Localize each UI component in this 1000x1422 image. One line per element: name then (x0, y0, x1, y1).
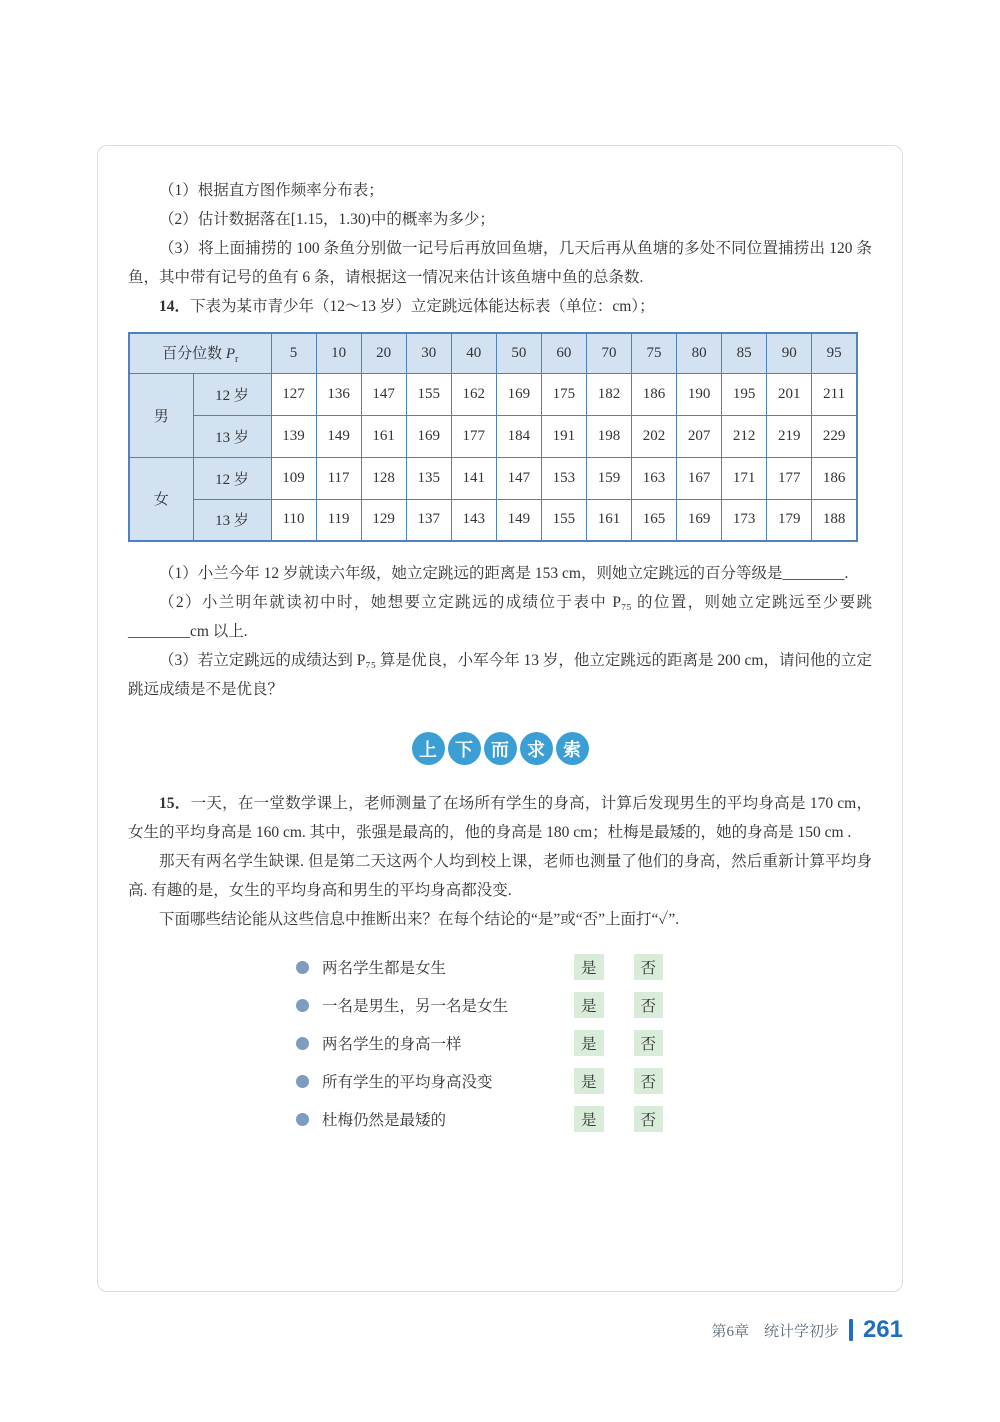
table-cell: 143 (451, 499, 496, 541)
table-cell: 179 (767, 499, 812, 541)
problem15-number: 15． (159, 795, 191, 812)
table-cell: 201 (767, 373, 812, 415)
percentile-header: 70 (586, 333, 631, 373)
chapter-label: 第6章 统计学初步 (711, 1323, 839, 1340)
conclusion-row (296, 1062, 872, 1100)
bullet-dot-icon (296, 1075, 309, 1088)
table-cell: 147 (496, 457, 541, 499)
table-cell: 175 (541, 373, 586, 415)
table-cell: 163 (632, 457, 677, 499)
content-card (97, 145, 903, 1292)
table-cell: 155 (541, 499, 586, 541)
percentile-header: 40 (451, 333, 496, 373)
problem15-paragraph-3: 下面哪些结论能从这些信息中推断出来？在每个结论的“是”或“否”上面打“✓”. (159, 911, 680, 928)
intro-item-1: （1）根据直方图作频率分布表； (159, 182, 384, 199)
table-cell: 117 (316, 457, 361, 499)
yes-option: 是 (574, 992, 604, 1018)
badge-circle: 上 (412, 732, 445, 765)
table-cell: 136 (316, 373, 361, 415)
table-row (129, 373, 857, 415)
table-cell: 153 (541, 457, 586, 499)
percentile-header: 85 (722, 333, 767, 373)
percentile-header: 80 (677, 333, 722, 373)
conclusion-row (296, 948, 872, 986)
table-cell: 171 (722, 457, 767, 499)
conclusion-list (296, 948, 872, 1138)
conclusion-label: 两名学生的身高一样 (322, 1036, 462, 1053)
table-cell: 182 (586, 373, 631, 415)
table-row (129, 457, 857, 499)
table-cell: 186 (812, 457, 857, 499)
table-cell: 169 (496, 373, 541, 415)
table-cell: 177 (451, 415, 496, 457)
table-cell: 109 (271, 457, 316, 499)
no-option: 否 (634, 1030, 664, 1056)
age-label: 13 岁 (193, 415, 271, 457)
table-cell: 165 (632, 499, 677, 541)
problem15-paragraph-2: 那天有两名学生缺课. 但是第二天这两个人均到校上课，老师也测量了他们的身高，然后重新计算平均身高. 有趣的是，女生的平均身高和男生的平均身高都没变. (128, 853, 872, 899)
table-row (129, 499, 857, 541)
table-header-row (129, 333, 857, 373)
group-label: 女 (129, 457, 193, 541)
table-cell: 169 (406, 415, 451, 457)
badge-circle: 下 (448, 732, 481, 765)
table-cell: 127 (271, 373, 316, 415)
yes-option: 是 (574, 1068, 604, 1094)
age-label: 13 岁 (193, 499, 271, 541)
table-cell: 169 (677, 499, 722, 541)
table-cell: 191 (541, 415, 586, 457)
percentile-header: 60 (541, 333, 586, 373)
intro-item-3: （3）将上面捕捞的 100 条鱼分别做一记号后再放回鱼塘，几天后再从鱼塘的多处不同位置捕捞出 120 条鱼，其中带有记号的鱼有 6 条，请根据这一情况来估计该鱼塘中鱼的总条数. (128, 240, 872, 286)
problem14-question-2: （2）小兰明年就读初中时，她想要立定跳远的成绩位于表中 P₇₅ 的位置，则她立定跳远至少要跳________cm 以上. (128, 594, 872, 640)
table-cell: 212 (722, 415, 767, 457)
table-cell: 198 (586, 415, 631, 457)
percentile-table (128, 332, 858, 542)
table-corner-label: 百分位数 $P_r$ (129, 333, 271, 373)
table-cell: 110 (271, 499, 316, 541)
problem14-title-text: 下表为某市青少年（12～13 岁）立定跳远体能达标表（单位：cm）； (190, 298, 655, 315)
table-cell: 139 (271, 415, 316, 457)
percentile-header: 5 (271, 333, 316, 373)
table-cell: 177 (767, 457, 812, 499)
problem14-title (128, 292, 872, 321)
problem14-question-3: （3）若立定跳远的成绩达到 P₇₅ 算是优良，小军今年 13 岁，他立定跳远的距离是 200 cm，请问他的立定跳远成绩是不是优良？ (128, 652, 872, 698)
bullet-dot-icon (296, 1037, 309, 1050)
age-label: 12 岁 (193, 373, 271, 415)
table-cell: 202 (632, 415, 677, 457)
table-cell: 141 (451, 457, 496, 499)
conclusion-row (296, 986, 872, 1024)
bullet-dot-icon (296, 999, 309, 1012)
table-cell: 186 (632, 373, 677, 415)
badge-circle: 而 (484, 732, 517, 765)
page-number: 261 (862, 1316, 903, 1343)
bullet-dot-icon (296, 961, 309, 974)
table-row (129, 415, 857, 457)
table-cell: 155 (406, 373, 451, 415)
percentile-header: 20 (361, 333, 406, 373)
table-cell: 119 (316, 499, 361, 541)
percentile-header: 50 (496, 333, 541, 373)
conclusion-label: 所有学生的平均身高没变 (322, 1074, 493, 1091)
table-cell: 161 (361, 415, 406, 457)
table-cell: 147 (361, 373, 406, 415)
table-cell: 219 (767, 415, 812, 457)
page-footer (97, 1316, 903, 1344)
yes-option: 是 (574, 1106, 604, 1132)
no-option: 否 (634, 1106, 664, 1132)
table-cell: 173 (722, 499, 767, 541)
table-cell: 135 (406, 457, 451, 499)
table-cell: 211 (812, 373, 857, 415)
conclusion-row (296, 1100, 872, 1138)
percentile-header: 95 (812, 333, 857, 373)
no-option: 否 (634, 1068, 664, 1094)
yes-option: 是 (574, 1030, 604, 1056)
age-label: 12 岁 (193, 457, 271, 499)
table-cell: 190 (677, 373, 722, 415)
no-option: 否 (634, 992, 664, 1018)
table-cell: 149 (316, 415, 361, 457)
percentile-header: 30 (406, 333, 451, 373)
table-cell: 128 (361, 457, 406, 499)
table-cell: 137 (406, 499, 451, 541)
table-cell: 149 (496, 499, 541, 541)
yes-option: 是 (574, 954, 604, 980)
percentile-header: 90 (767, 333, 812, 373)
percentile-header: 10 (316, 333, 361, 373)
problem14-question-1: （1）小兰今年 12 岁就读六年级，她立定跳远的距离是 153 cm，则她立定跳远的百分等级是________. (159, 565, 849, 582)
badge-circle: 索 (556, 732, 589, 765)
table-cell: 207 (677, 415, 722, 457)
table-cell: 167 (677, 457, 722, 499)
conclusion-label: 杜梅仍然是最矮的 (322, 1112, 447, 1129)
bullet-dot-icon (296, 1113, 309, 1126)
problem14-number: 14． (159, 298, 191, 315)
table-cell: 159 (586, 457, 631, 499)
table-cell: 195 (722, 373, 767, 415)
conclusion-label: 一名是男生，另一名是女生 (322, 998, 509, 1015)
intro-item-2: （2）估计数据落在[1.15，1.30)中的概率为多少； (159, 211, 495, 228)
footer-divider (849, 1319, 853, 1341)
problem15-paragraph-1-text: 一天，在一堂数学课上，老师测量了在场所有学生的身高，计算后发现男生的平均身高是 170 cm，女生的平均身高是 160 cm. 其中，张强是最高的，他的身高是 180 cm；杜梅是最矮的，她的身高是 150 cm . (128, 795, 872, 841)
conclusion-row (296, 1024, 872, 1062)
table-cell: 184 (496, 415, 541, 457)
problem15-paragraph-1 (128, 789, 872, 847)
quest-badge (128, 732, 872, 765)
table-cell: 229 (812, 415, 857, 457)
table-cell: 161 (586, 499, 631, 541)
badge-circle: 求 (520, 732, 553, 765)
table-cell: 129 (361, 499, 406, 541)
group-label: 男 (129, 373, 193, 457)
conclusion-label: 两名学生都是女生 (322, 960, 447, 977)
no-option: 否 (634, 954, 664, 980)
percentile-header: 75 (632, 333, 677, 373)
table-cell: 162 (451, 373, 496, 415)
table-cell: 188 (812, 499, 857, 541)
